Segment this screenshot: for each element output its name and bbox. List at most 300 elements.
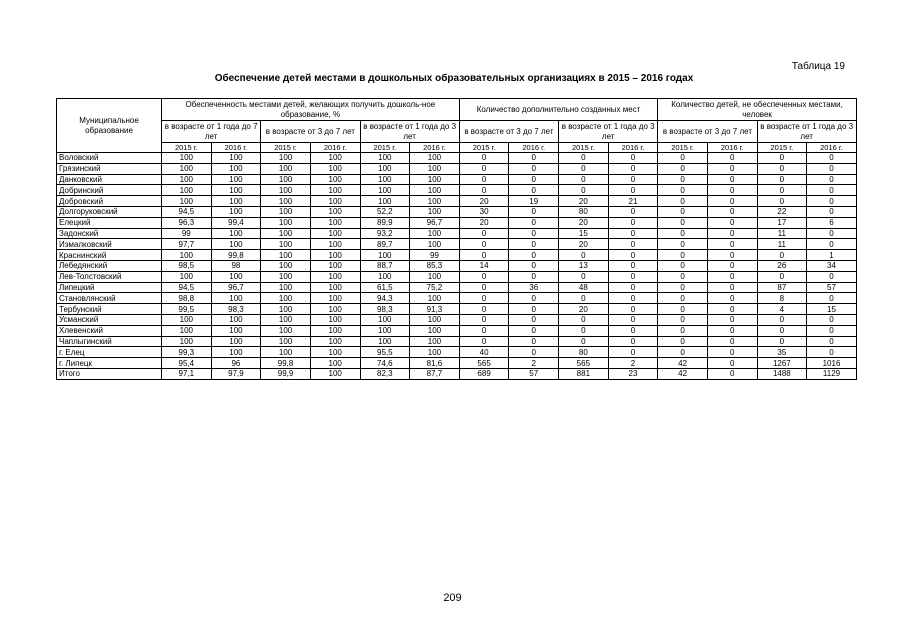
table-cell: 0 (608, 217, 658, 228)
header-year-cell: 2016 г. (211, 143, 261, 153)
table-cell: 0 (459, 271, 509, 282)
table-cell: 61,5 (360, 282, 410, 293)
table-cell: 100 (360, 163, 410, 174)
table-cell: 0 (658, 196, 708, 207)
table-row (57, 174, 857, 185)
table-cell: 1016 (807, 358, 857, 369)
table-cell: 0 (459, 228, 509, 239)
header-year-cell: 2015 г. (459, 143, 509, 153)
table-cell: 100 (310, 174, 360, 185)
table-cell: 0 (608, 163, 658, 174)
table-cell: 0 (807, 206, 857, 217)
table-cell: 100 (261, 250, 311, 261)
table-cell: 100 (310, 217, 360, 228)
table-cell: 1129 (807, 368, 857, 379)
table-cell: 100 (211, 325, 261, 336)
table-cell: 0 (757, 163, 807, 174)
header-year-cell: 2016 г. (509, 143, 559, 153)
table-cell: 100 (162, 325, 212, 336)
table-cell: 100 (410, 336, 460, 347)
municipality-name: Чаплыгинский (57, 336, 162, 347)
table-cell: 881 (559, 368, 609, 379)
table-cell: 100 (410, 206, 460, 217)
table-cell: 100 (360, 153, 410, 164)
table-cell: 100 (261, 271, 311, 282)
table-cell: 0 (658, 347, 708, 358)
header-year-cell: 2015 г. (261, 143, 311, 153)
header-year-cell: 2015 г. (658, 143, 708, 153)
table-cell: 0 (608, 206, 658, 217)
table-cell: 0 (658, 217, 708, 228)
table-cell: 1267 (757, 358, 807, 369)
table-cell: 80 (559, 347, 609, 358)
table-cell: 100 (310, 239, 360, 250)
table-cell: 11 (757, 239, 807, 250)
table-cell: 99,5 (162, 304, 212, 315)
table-cell: 0 (658, 174, 708, 185)
table-cell: 0 (707, 336, 757, 347)
table-cell: 0 (559, 293, 609, 304)
table-cell: 100 (211, 239, 261, 250)
header-year-cell: 2016 г. (807, 143, 857, 153)
table-cell: 0 (658, 239, 708, 250)
table-cell: 0 (608, 293, 658, 304)
table-cell: 100 (211, 228, 261, 239)
table-cell: 0 (707, 217, 757, 228)
header-provision-percent: Обеспеченность местами детей, желающих получить дошколь-ное образование, % (162, 99, 460, 121)
municipality-name: Данковский (57, 174, 162, 185)
table-cell: 0 (757, 325, 807, 336)
table-cell: 100 (211, 153, 261, 164)
table-cell: 0 (807, 153, 857, 164)
table-cell: 0 (807, 293, 857, 304)
municipality-name: Липецкий (57, 282, 162, 293)
table-cell: 8 (757, 293, 807, 304)
table-cell: 0 (707, 239, 757, 250)
header-year-cell: 2016 г. (608, 143, 658, 153)
table-cell: 100 (360, 314, 410, 325)
table-cell: 100 (360, 336, 410, 347)
table-number: Таблица 19 (791, 61, 845, 72)
table-cell: 0 (459, 314, 509, 325)
table-cell: 100 (310, 368, 360, 379)
table-cell: 100 (261, 163, 311, 174)
table-cell: 100 (211, 196, 261, 207)
table-total-row (57, 368, 857, 379)
table-cell: 100 (310, 185, 360, 196)
table-cell: 57 (509, 368, 559, 379)
table-cell: 0 (707, 206, 757, 217)
table-cell: 100 (261, 174, 311, 185)
table-cell: 0 (807, 185, 857, 196)
table-cell: 0 (509, 174, 559, 185)
table-title: Обеспечение детей местами в дошкольных образовательных организациях в 2015 – 2016 годах (214, 73, 694, 84)
table-cell: 100 (310, 153, 360, 164)
table-cell: 100 (310, 260, 360, 271)
table-cell: 0 (707, 153, 757, 164)
table-cell: 0 (509, 347, 559, 358)
table-cell: 0 (707, 163, 757, 174)
municipality-name: Задонский (57, 228, 162, 239)
table-cell: 100 (261, 304, 311, 315)
table-cell: 98,3 (360, 304, 410, 315)
header-year-cell: 2015 г. (360, 143, 410, 153)
table-cell: 21 (608, 196, 658, 207)
table-cell: 100 (162, 196, 212, 207)
municipality-name: Становлянский (57, 293, 162, 304)
table-cell: 96,7 (211, 282, 261, 293)
table-cell: 100 (410, 185, 460, 196)
table-cell: 100 (261, 153, 311, 164)
table-cell: 100 (410, 347, 460, 358)
table-cell: 26 (757, 260, 807, 271)
table-cell: 100 (310, 314, 360, 325)
table-cell: 100 (211, 271, 261, 282)
table-cell: 0 (707, 325, 757, 336)
table-cell: 0 (608, 282, 658, 293)
table-cell: 100 (360, 250, 410, 261)
table-row (57, 239, 857, 250)
table-cell: 0 (608, 250, 658, 261)
table-cell: 100 (410, 325, 460, 336)
table-cell: 100 (211, 174, 261, 185)
table-cell: 74,6 (360, 358, 410, 369)
table-cell: 87,7 (410, 368, 460, 379)
table-cell: 100 (310, 271, 360, 282)
municipality-name: Воловский (57, 153, 162, 164)
table-cell: 94,5 (162, 206, 212, 217)
table-cell: 0 (559, 185, 609, 196)
table-cell: 100 (261, 228, 311, 239)
table-cell: 0 (559, 250, 609, 261)
table-cell: 0 (757, 153, 807, 164)
table-cell: 0 (509, 271, 559, 282)
table-row (57, 206, 857, 217)
table-header (57, 99, 857, 153)
table-cell: 100 (360, 271, 410, 282)
header-children-without-places: Количество детей, не обеспеченных местами, человек (658, 99, 857, 121)
table-cell: 94,3 (360, 293, 410, 304)
table-cell: 80 (559, 206, 609, 217)
table-cell: 93,2 (360, 228, 410, 239)
table-cell: 100 (310, 347, 360, 358)
table-cell: 0 (559, 174, 609, 185)
table-cell: 0 (608, 239, 658, 250)
header-year-cell: 2016 г. (707, 143, 757, 153)
table-cell: 0 (807, 239, 857, 250)
table-cell: 0 (707, 185, 757, 196)
table-cell: 14 (459, 260, 509, 271)
table-cell: 0 (707, 228, 757, 239)
table-row (57, 163, 857, 174)
header-g1-age-3-7: в возрасте от 3 до 7 лет (261, 121, 360, 143)
table-cell: 0 (509, 314, 559, 325)
header-years-row (57, 143, 857, 153)
table-cell: 100 (211, 293, 261, 304)
table-cell: 0 (807, 325, 857, 336)
table-cell: 100 (162, 271, 212, 282)
header-year-cell: 2015 г. (757, 143, 807, 153)
municipality-name: Долгоруковский (57, 206, 162, 217)
table-cell: 20 (559, 239, 609, 250)
table-cell: 100 (261, 347, 311, 358)
table-cell: 0 (807, 271, 857, 282)
table-cell: 100 (162, 163, 212, 174)
table-cell: 0 (658, 228, 708, 239)
table-cell: 100 (162, 314, 212, 325)
table-cell: 0 (658, 260, 708, 271)
table-cell: 100 (410, 174, 460, 185)
municipality-name: Лебедянский (57, 260, 162, 271)
table-cell: 0 (509, 325, 559, 336)
table-cell: 100 (261, 314, 311, 325)
header-created-places: Количество дополнительно созданных мест (459, 99, 658, 121)
table-cell: 13 (559, 260, 609, 271)
table-cell: 100 (211, 185, 261, 196)
table-cell: 0 (509, 239, 559, 250)
table-cell: 100 (360, 174, 410, 185)
table-cell: 100 (211, 206, 261, 217)
table-cell: 0 (608, 304, 658, 315)
table-cell: 100 (310, 163, 360, 174)
municipality-name: Краснинский (57, 250, 162, 261)
table-cell: 99 (410, 250, 460, 261)
table-cell: 0 (707, 347, 757, 358)
table-cell: 0 (608, 260, 658, 271)
table-cell: 100 (410, 163, 460, 174)
table-cell: 0 (509, 250, 559, 261)
table-cell: 0 (459, 282, 509, 293)
table-cell: 100 (410, 228, 460, 239)
table-cell: 96,7 (410, 217, 460, 228)
table-cell: 96,3 (162, 217, 212, 228)
table-cell: 96 (211, 358, 261, 369)
header-g3-age-3-7: в возрасте от 3 до 7 лет (658, 121, 757, 143)
table-cell: 100 (162, 174, 212, 185)
table-cell: 0 (807, 336, 857, 347)
table-cell: 100 (410, 196, 460, 207)
table-row (57, 260, 857, 271)
header-year-cell: 2016 г. (410, 143, 460, 153)
table-cell: 0 (509, 163, 559, 174)
table-cell: 100 (261, 239, 311, 250)
table-cell: 100 (261, 336, 311, 347)
table-cell: 57 (807, 282, 857, 293)
header-g1-age-1-7: в возрасте от 1 года до 7 лет (162, 121, 261, 143)
header-g2-age-3-7: в возрасте от 3 до 7 лет (459, 121, 558, 143)
table-cell: 0 (459, 153, 509, 164)
table-cell: 0 (707, 304, 757, 315)
table-cell: 0 (707, 260, 757, 271)
table-cell: 95,5 (360, 347, 410, 358)
table-cell: 100 (410, 239, 460, 250)
table-cell: 0 (559, 336, 609, 347)
table-cell: 97,1 (162, 368, 212, 379)
municipality-name: г. Елец (57, 347, 162, 358)
table-row (57, 196, 857, 207)
table-cell: 0 (608, 314, 658, 325)
header-municipality: Муниципальное образование (57, 99, 162, 153)
table-cell: 100 (261, 206, 311, 217)
municipality-name: Лев-Толстовский (57, 271, 162, 282)
table-cell: 0 (509, 336, 559, 347)
table-cell: 565 (459, 358, 509, 369)
table-cell: 0 (658, 325, 708, 336)
table-cell: 0 (509, 293, 559, 304)
table-cell: 23 (608, 368, 658, 379)
table-cell: 42 (658, 368, 708, 379)
table-cell: 0 (459, 250, 509, 261)
table-cell: 15 (807, 304, 857, 315)
table-cell: 0 (509, 228, 559, 239)
table-cell: 100 (410, 271, 460, 282)
table-cell: 0 (509, 217, 559, 228)
table-cell: 100 (261, 196, 311, 207)
table-row (57, 304, 857, 315)
table-cell: 99,3 (162, 347, 212, 358)
table-cell: 97,7 (162, 239, 212, 250)
table-cell: 100 (162, 250, 212, 261)
table-cell: 0 (509, 153, 559, 164)
table-row (57, 336, 857, 347)
table-cell: 0 (757, 196, 807, 207)
table-cell: 100 (310, 282, 360, 293)
table-cell: 0 (459, 293, 509, 304)
table-row (57, 185, 857, 196)
table-cell: 95,4 (162, 358, 212, 369)
data-table (56, 98, 857, 380)
table-cell: 0 (459, 185, 509, 196)
municipality-name: Итого (57, 368, 162, 379)
table-cell: 0 (658, 185, 708, 196)
table-cell: 0 (459, 163, 509, 174)
header-year-cell: 2016 г. (310, 143, 360, 153)
table-cell: 100 (211, 347, 261, 358)
table-row (57, 347, 857, 358)
table-cell: 100 (211, 314, 261, 325)
table-cell: 100 (310, 325, 360, 336)
table-cell: 100 (261, 282, 311, 293)
table-cell: 89,9 (360, 217, 410, 228)
table-cell: 0 (608, 325, 658, 336)
table-cell: 0 (658, 293, 708, 304)
table-cell: 0 (757, 174, 807, 185)
table-row (57, 358, 857, 369)
table-cell: 0 (658, 271, 708, 282)
table-row (57, 153, 857, 164)
table-cell: 20 (559, 217, 609, 228)
table-cell: 100 (211, 163, 261, 174)
table-body (57, 153, 857, 380)
table-cell: 1 (807, 250, 857, 261)
table-cell: 0 (707, 314, 757, 325)
table-cell: 30 (459, 206, 509, 217)
table-cell: 0 (509, 260, 559, 271)
table-cell: 100 (310, 336, 360, 347)
table-cell: 100 (360, 196, 410, 207)
table-cell: 0 (807, 196, 857, 207)
header-year-cell: 2015 г. (162, 143, 212, 153)
table-cell: 0 (757, 271, 807, 282)
table-cell: 0 (658, 282, 708, 293)
table-cell: 82,3 (360, 368, 410, 379)
table-cell: 100 (310, 358, 360, 369)
table-row (57, 228, 857, 239)
table-cell: 89,7 (360, 239, 410, 250)
table-cell: 15 (559, 228, 609, 239)
table-cell: 100 (310, 196, 360, 207)
table-cell: 565 (559, 358, 609, 369)
table-cell: 0 (509, 304, 559, 315)
table-cell: 0 (757, 314, 807, 325)
table-cell: 0 (658, 153, 708, 164)
table-cell: 100 (410, 153, 460, 164)
table-cell: 0 (459, 174, 509, 185)
table-cell: 100 (261, 217, 311, 228)
table-cell: 98 (211, 260, 261, 271)
header-g3-age-1-3: в возрасте от 1 года до 3 лет (757, 121, 856, 143)
table-cell: 0 (658, 163, 708, 174)
table-cell: 100 (310, 304, 360, 315)
table-cell: 42 (658, 358, 708, 369)
table-cell: 100 (162, 185, 212, 196)
table-row (57, 314, 857, 325)
table-cell: 6 (807, 217, 857, 228)
table-cell: 98,8 (162, 293, 212, 304)
municipality-name: Грязинский (57, 163, 162, 174)
table-cell: 0 (707, 358, 757, 369)
table-cell: 0 (658, 314, 708, 325)
table-cell: 20 (559, 196, 609, 207)
table-cell: 99,4 (211, 217, 261, 228)
table-cell: 35 (757, 347, 807, 358)
table-cell: 100 (261, 293, 311, 304)
municipality-name: Елецкий (57, 217, 162, 228)
table-cell: 0 (658, 304, 708, 315)
table-cell: 0 (608, 153, 658, 164)
table-cell: 0 (658, 250, 708, 261)
table-cell: 34 (807, 260, 857, 271)
table-cell: 1488 (757, 368, 807, 379)
table-cell: 19 (509, 196, 559, 207)
table-cell: 0 (707, 293, 757, 304)
table-cell: 2 (509, 358, 559, 369)
table-cell: 88,7 (360, 260, 410, 271)
table-cell: 20 (459, 196, 509, 207)
table-cell: 100 (261, 185, 311, 196)
municipality-name: г. Липецк (57, 358, 162, 369)
table-cell: 100 (360, 325, 410, 336)
table-cell: 0 (459, 336, 509, 347)
table-cell: 48 (559, 282, 609, 293)
table-cell: 0 (707, 368, 757, 379)
table-row (57, 293, 857, 304)
table-cell: 0 (459, 325, 509, 336)
table-cell: 100 (310, 228, 360, 239)
table-cell: 689 (459, 368, 509, 379)
table-cell: 11 (757, 228, 807, 239)
table-cell: 100 (360, 185, 410, 196)
table-cell: 0 (608, 174, 658, 185)
table-cell: 0 (608, 228, 658, 239)
table-cell: 99,9 (261, 368, 311, 379)
table-cell: 0 (707, 282, 757, 293)
table-cell: 100 (310, 250, 360, 261)
table-cell: 0 (608, 271, 658, 282)
table-cell: 17 (757, 217, 807, 228)
table-row (57, 271, 857, 282)
table-cell: 100 (410, 293, 460, 304)
